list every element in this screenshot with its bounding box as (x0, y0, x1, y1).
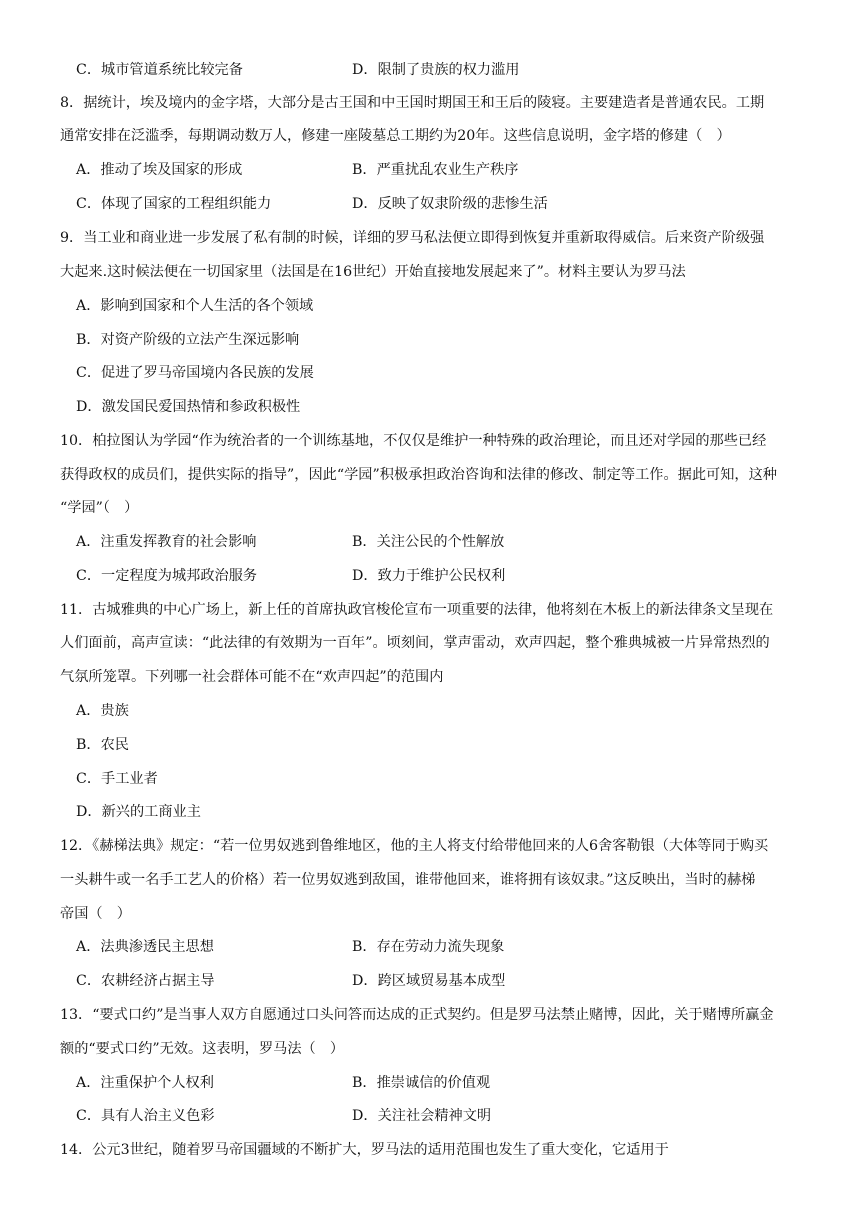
q11-option-c: C．手工业者 (76, 771, 158, 787)
q12-option-c: C．农耕经济占据主导 (76, 973, 215, 989)
q9-stem-line2: 大起来.这时候法便在一切国家里（法国是在16世纪）开始直接地发展起来了”。材料主要认为罗马法 (60, 264, 686, 280)
q9-option-b: B．对资产阶级的立法产生深远影响 (76, 332, 300, 348)
q12-option-b: B．存在劳动力流失现象 (352, 939, 505, 955)
q13-option-c: C．具有人治主义色彩 (76, 1108, 215, 1124)
q7-option-c: C．城市管道系统比较完备 (76, 62, 243, 78)
q10-option-b: B．关注公民的个性解放 (352, 534, 505, 550)
q9-option-c: C．促进了罗马帝国境内各民族的发展 (76, 365, 314, 381)
q11-stem-line1: 11．古城雅典的中心广场上，新上任的首席执政官梭伦宣布一项重要的法律，他将刻在木板上的新法律条文呈现在 (60, 602, 774, 618)
q13-option-a: A．注重保护个人权利 (76, 1075, 214, 1091)
q11-option-b: B．农民 (76, 737, 129, 753)
q9-option-d: D．激发国民爱国热情和参政积极性 (76, 399, 301, 415)
q12-stem-line3: 帝国（ ） (60, 906, 131, 922)
q12-option-d: D．跨区域贸易基本成型 (352, 973, 506, 989)
q12-stem-line2: 一头耕牛或一名手工艺人的价格）若一位男奴逃到敌国，谁带他回来，谁将拥有该奴隶。”这反映出，当时的赫梯 (60, 872, 756, 888)
q14-stem-line1: 14．公元3世纪，随着罗马帝国疆域的不断扩大，罗马法的适用范围也发生了重大变化，它适用于 (60, 1142, 669, 1158)
q13-stem-line1: 13．“要式口约”是当事人双方自愿通过口头问答而达成的正式契约。但是罗马法禁止赌博，因此，关于赌博所赢金 (60, 1007, 774, 1023)
q9-stem-line1: 9．当工业和商业进一步发展了私有制的时候，详细的罗马私法便立即得到恢复并重新取得威信。后来资产阶级强 (60, 230, 765, 246)
q8-stem-line2: 通常安排在泛滥季，每期调动数万人，修建一座陵墓总工期约为20年。这些信息说明，金字塔的修建（ ） (60, 128, 731, 144)
q8-option-d: D．反映了奴隶阶级的悲惨生活 (352, 196, 548, 212)
q12-stem-line1: 12．《赫梯法典》规定：“若一位男奴逃到鲁维地区，他的主人将支付给带他回来的人6舍客勒银（大体等同于购买 (60, 838, 769, 854)
q10-stem-line3: “学园”（ ） (60, 500, 139, 516)
q13-option-b: B．推崇诚信的价值观 (352, 1075, 491, 1091)
q13-option-d: D．关注社会精神文明 (352, 1108, 492, 1124)
q12-option-a: A．法典渗透民主思想 (76, 939, 214, 955)
q8-stem-line1: 8．据统计，埃及境内的金字塔，大部分是古王国和中王国时期国王和王后的陵寝。主要建造者是普通农民。工期 (60, 95, 765, 111)
q8-option-a: A．推动了埃及国家的形成 (76, 162, 243, 178)
q13-stem-line2: 额的“要式口约”无效。这表明，罗马法（ ） (60, 1041, 345, 1057)
q10-stem-line1: 10．柏拉图认为学园“作为统治者的一个训练基地，不仅仅是维护一种特殊的政治理论，而且还对学园的那些已经 (60, 433, 767, 449)
q10-option-d: D．致力于维护公民权利 (352, 568, 506, 584)
q9-option-a: A．影响到国家和个人生活的各个领域 (76, 298, 314, 314)
q11-option-a: A．贵族 (76, 703, 129, 719)
q10-stem-line2: 获得政权的成员们，提供实际的指导”，因此“学园”积极承担政治咨询和法律的修改、制定等工作。据此可知，这种 (60, 467, 777, 483)
q7-option-d: D．限制了贵族的权力滥用 (352, 62, 520, 78)
q8-option-c: C．体现了国家的工程组织能力 (76, 196, 272, 212)
q10-option-c: C．一定程度为城邦政治服务 (76, 568, 258, 584)
q11-stem-line2: 人们面前，高声宣读：“此法律的有效期为一百年”。顷刻间，掌声雷动，欢声四起，整个雅典城被一片异常热烈的 (60, 635, 770, 651)
q11-stem-line3: 气氛所笼罩。下列哪一社会群体可能不在“欢声四起”的范围内 (60, 669, 444, 685)
q10-option-a: A．注重发挥教育的社会影响 (76, 534, 257, 550)
q8-option-b: B．严重扰乱农业生产秩序 (352, 162, 519, 178)
q11-option-d: D．新兴的工商业主 (76, 804, 201, 820)
